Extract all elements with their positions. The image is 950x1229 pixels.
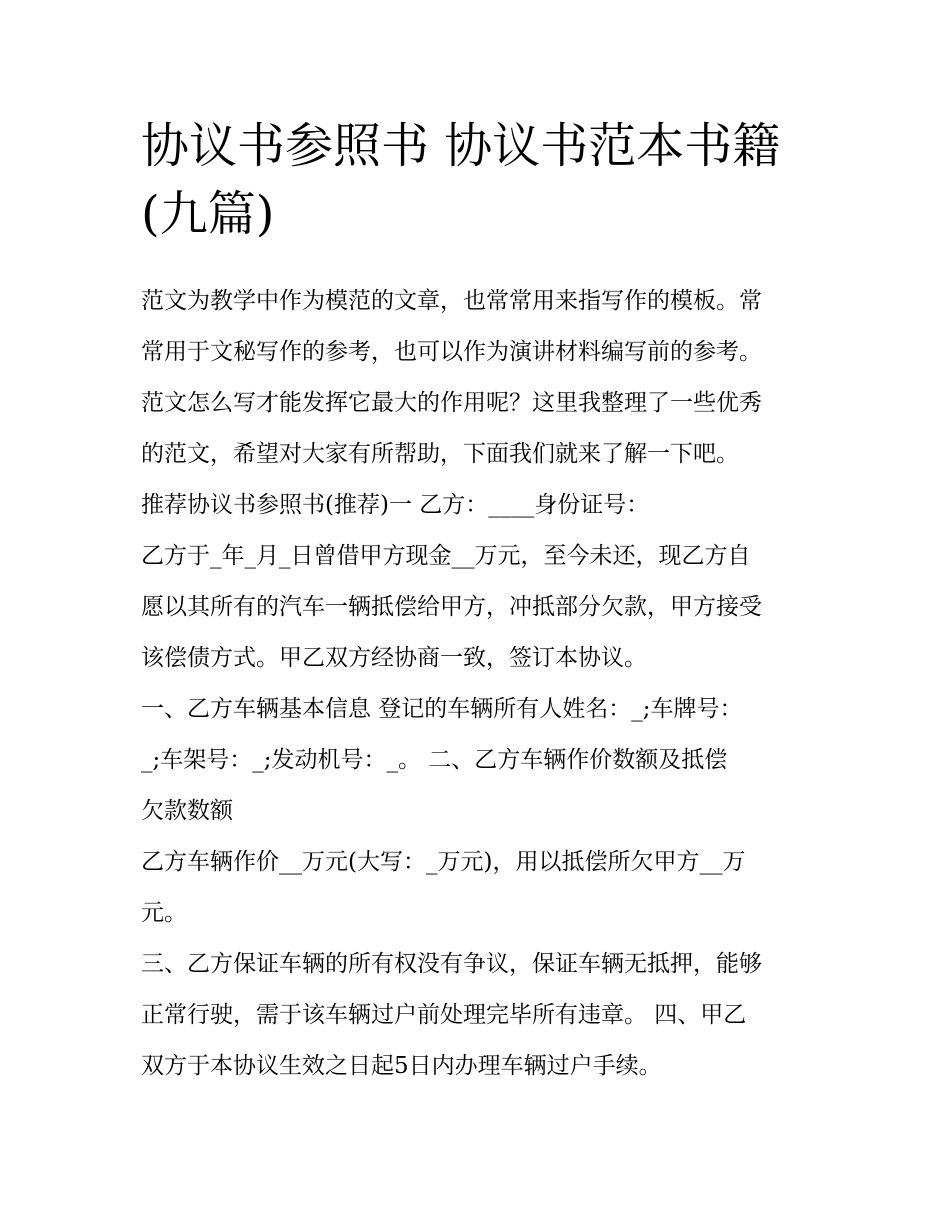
title-line: 协议书参照书 协议书范本书籍 [141, 118, 781, 174]
text-line: 双方于本协议生效之日起5日内办理车辆过户手续。 [141, 1053, 662, 1079]
text-line: 常用于文秘写作的参考，也可以作为演讲材料编写前的参考。 [141, 339, 762, 365]
title-line: (九篇) [141, 186, 275, 242]
text-line: 范文为教学中作为模范的文章，也常常用来指写作的模板。常 [141, 288, 762, 314]
text-line: 乙方车辆作价__万元(大写：_万元)，用以抵偿所欠甲方__万 [141, 849, 746, 875]
text-line: _;车架号：_;发动机号：_。 二、乙方车辆作价数额及抵偿 [141, 747, 728, 773]
paragraph-heading [141, 480, 821, 531]
document-content [141, 112, 821, 1092]
text-line: 三、乙方保证车辆的所有权没有争议，保证车辆无抵押，能够 [141, 951, 762, 977]
text-line: 该偿债方式。甲乙双方经协商一致，签订本协议。 [141, 645, 647, 671]
text-line: 推荐协议书参照书(推荐)一 乙方：____身份证号： [141, 492, 650, 518]
document-title [141, 112, 821, 248]
paragraph-vehicle-info [141, 684, 821, 837]
paragraph-intro [141, 276, 821, 480]
paragraph-loan [141, 531, 821, 684]
text-line: 元。 [141, 900, 187, 926]
paragraph-guarantee [141, 939, 821, 1092]
text-line: 的范文，希望对大家有所帮助，下面我们就来了解一下吧。 [141, 441, 739, 467]
text-line: 愿以其所有的汽车一辆抵偿给甲方，冲抵部分欠款，甲方接受 [141, 594, 762, 620]
document-body [141, 276, 821, 1092]
paragraph-valuation [141, 837, 821, 939]
text-line: 欠款数额 [141, 798, 233, 824]
text-line: 乙方于_年_月_日曾借甲方现金__万元，至今未还，现乙方自 [141, 543, 751, 569]
text-line: 一、乙方车辆基本信息 登记的车辆所有人姓名：_;车牌号： [141, 696, 743, 722]
text-line: 正常行驶，需于该车辆过户前处理完毕所有违章。 四、甲乙 [141, 1002, 747, 1028]
text-line: 范文怎么写才能发挥它最大的作用呢？这里我整理了一些优秀 [141, 390, 762, 416]
